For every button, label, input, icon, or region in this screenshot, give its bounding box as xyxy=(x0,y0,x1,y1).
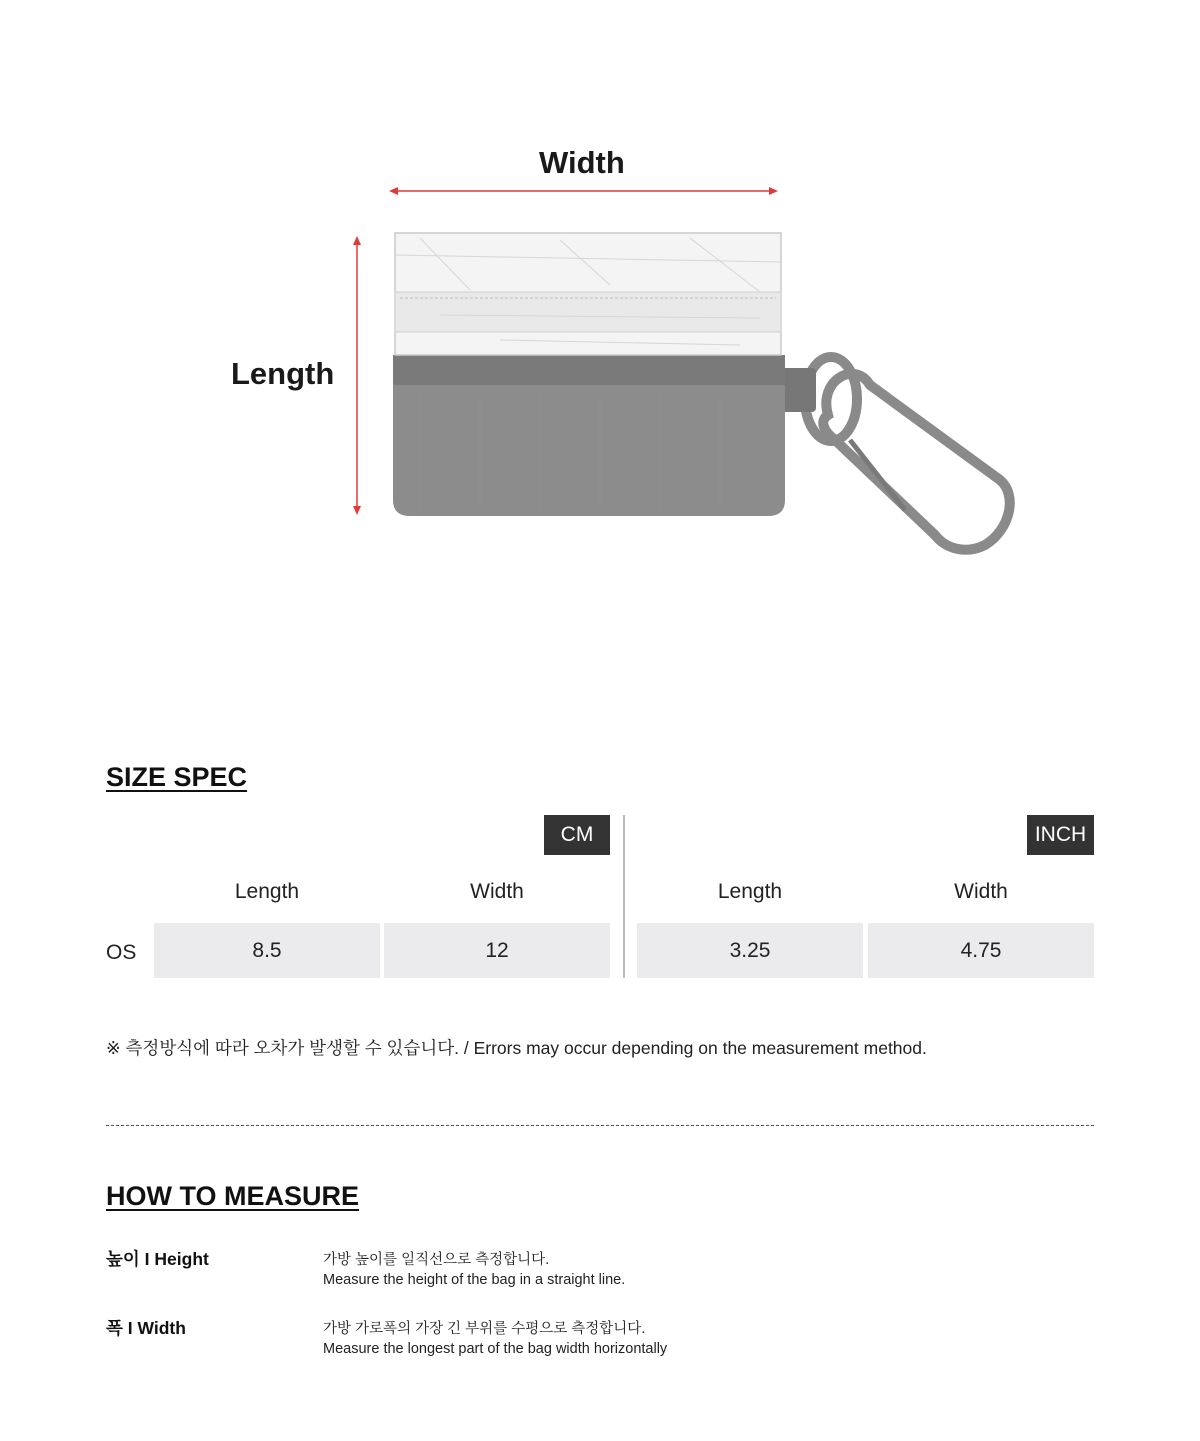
measurement-note: ※ 측정방식에 따라 오차가 발생할 수 있습니다. / Errors may occur depending on the measurement method. xyxy=(106,1038,927,1058)
width-label: Width xyxy=(539,145,625,180)
measurement-diagram xyxy=(0,0,1200,640)
how-to-measure-title: HOW TO MEASURE xyxy=(106,1181,360,1211)
width-measure-desc-en: Measure the longest part of the bag width horizontally xyxy=(323,1341,668,1357)
unit-badge-cm: CM xyxy=(544,815,610,855)
size-spec-title: SIZE SPEC xyxy=(106,762,248,792)
unit-badge-inch: INCH xyxy=(1027,815,1094,855)
height-measure-desc-ko: 가방 높이를 일직선으로 측정합니다. xyxy=(323,1252,550,1268)
row-label-size: OS xyxy=(106,941,137,964)
cell-inch-length: 3.25 xyxy=(637,923,863,978)
cell-cm-length: 8.5 xyxy=(154,923,380,978)
height-measure-label: 높이 I Height xyxy=(106,1249,209,1269)
column-header-cm-length: Length xyxy=(234,880,300,903)
width-arrow xyxy=(389,187,778,195)
unit-divider xyxy=(623,815,625,978)
product-illustration xyxy=(0,0,1200,640)
height-measure-desc-en: Measure the height of the bag in a straight line. xyxy=(323,1272,626,1288)
length-arrow xyxy=(353,236,361,515)
column-header-inch-width: Width xyxy=(954,880,1008,903)
strap-loop xyxy=(780,368,816,412)
carabiner xyxy=(805,357,1010,550)
cell-inch-width: 4.75 xyxy=(868,923,1094,978)
section-divider xyxy=(106,1125,1094,1126)
column-header-inch-length: Length xyxy=(717,880,783,903)
column-header-cm-width: Width xyxy=(470,880,524,903)
width-measure-label: 폭 I Width xyxy=(106,1318,186,1338)
length-label: Length xyxy=(231,356,335,391)
width-measure-desc-ko: 가방 가로폭의 가장 긴 부위를 수평으로 측정합니다. xyxy=(323,1321,646,1337)
cell-cm-width: 12 xyxy=(384,923,610,978)
